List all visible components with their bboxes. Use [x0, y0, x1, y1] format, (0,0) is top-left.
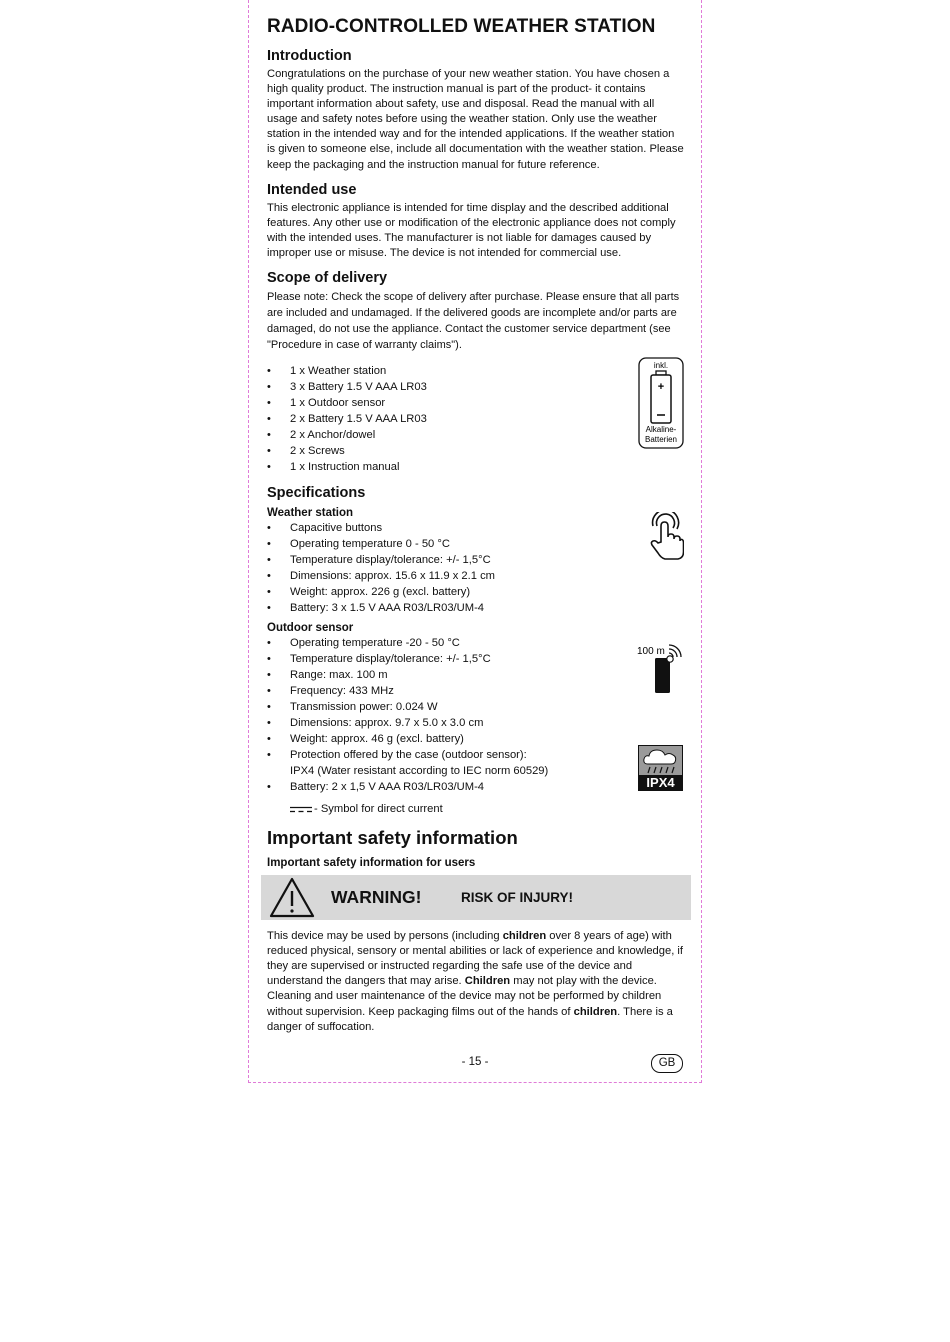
list-item: • 3 x Battery 1.5 V AAA LR03	[267, 379, 685, 395]
manual-page	[248, 0, 702, 1083]
list-item: • Battery: 3 x 1.5 V AAA R03/LR03/UM-4	[267, 600, 685, 616]
list-item	[267, 747, 685, 779]
list-item: • Weight: approx. 226 g (excl. battery)	[267, 584, 685, 600]
list-item: • Operating temperature -20 - 50 °C	[267, 635, 685, 651]
list-item: • Dimensions: approx. 9.7 x 5.0 x 3.0 cm	[267, 715, 685, 731]
ipx4-label: IPX4	[646, 775, 675, 791]
svg-text:+: +	[657, 381, 665, 394]
dc-symbol-text: - Symbol for direct current	[314, 803, 443, 816]
intended-use-heading: Intended use	[267, 181, 357, 198]
dc-symbol-line	[267, 801, 685, 817]
battery-included-icon	[638, 357, 684, 449]
battery-icon-bottom2: Batterien	[644, 435, 678, 445]
page-content	[267, 16, 685, 1044]
list-item: • Battery: 2 x 1,5 V AAA R03/LR03/UM-4	[267, 779, 685, 795]
list-item: • Temperature display/tolerance: +/- 1,5°C	[267, 552, 685, 568]
list-item: • 1 x Outdoor sensor	[267, 395, 685, 411]
outdoor-sensor-heading: Outdoor sensor	[267, 622, 354, 635]
list-item: • Dimensions: approx. 15.6 x 11.9 x 2.1 cm	[267, 568, 685, 584]
list-item: • Weight: approx. 46 g (excl. battery)	[267, 731, 685, 747]
safety-heading: Important safety information	[267, 827, 518, 849]
weather-station-heading: Weather station	[267, 507, 354, 520]
scope-list	[267, 363, 685, 475]
page-title: RADIO-CONTROLLED WEATHER STATION	[267, 16, 656, 37]
page-footer	[249, 1054, 701, 1074]
station-spec-list	[267, 520, 685, 616]
scope-heading: Scope of delivery	[267, 270, 388, 287]
list-item: • 2 x Battery 1.5 V AAA LR03	[267, 411, 685, 427]
intro-text: Congratulations on the purchase of your new weather station. You have chosen a high quality product. The instruction manual is part of the product- it contains important information about safety, use and disposal. Read the manual with all usage and safety notes before using the weather station. Only use the weather station in the intended way and for the intended applications. If the weather station is given to someone else, include all documentation with the weather station. Please keep the packaging and the instruction manual for future reference.	[267, 68, 684, 171]
warning-triangle-icon	[269, 877, 315, 918]
direct-current-symbol-icon	[290, 806, 312, 813]
list-item: • Operating temperature 0 - 50 °C	[267, 536, 685, 552]
intro-heading: Introduction	[267, 48, 352, 64]
range-signal-icon	[637, 643, 685, 701]
safety-text: This device may be used by persons (including children over 8 years of age) with reduced physical, sensory or mental abilities or lack of experience and knowledge, if they are supervised or instructed regarding the safe use of the device and understand the dangers that may arise. Children may not play with the device. Cleaning and user maintenance of the device may not be performed by children without supervision. Keep packaging films out of the hands of children. There is a danger of suffocation.	[267, 930, 684, 1033]
sensor-spec-row	[267, 635, 685, 795]
list-item: • Frequency: 433 MHz	[267, 683, 685, 699]
list-item: • Capacitive buttons	[267, 520, 685, 536]
language-badge: GB	[651, 1054, 683, 1073]
ipx4-icon	[638, 745, 683, 791]
list-item: • Range: max. 100 m	[267, 667, 685, 683]
warning-banner	[261, 875, 691, 920]
battery-icon-bottom1: Alkaline-	[645, 425, 677, 435]
list-item: • 2 x Anchor/dowel	[267, 427, 685, 443]
list-item: • 1 x Weather station	[267, 363, 685, 379]
protection-line-1: Protection offered by the case (outdoor sensor):	[290, 749, 527, 762]
safety-subheading: Important safety information for users	[267, 857, 476, 870]
risk-of-injury-label: RISK OF INJURY!	[461, 890, 574, 906]
specifications-heading: Specifications	[267, 485, 366, 502]
protection-line-2: IPX4 (Water resistant according to IEC norm 60529)	[290, 765, 549, 778]
intended-use-text: This electronic appliance is intended for time display and the described additional features. Any other use or modification of the electronic appliance does not comply with the intended uses. The manufacturer is not liable for damages caused by improper use or misuse. The device is not intended for commercial use.	[267, 201, 676, 259]
sensor-spec-list	[267, 635, 685, 795]
scope-note: Please note: Check the scope of delivery after purchase. Please ensure that all parts are included and undamaged. If the delivered goods are incomplete and/or parts are damaged, do not use the appliance. Contact the customer service department (see "Procedure in case of warranty claims").	[267, 291, 680, 352]
list-item: • Transmission power: 0.024 W	[267, 699, 685, 715]
list-item: • Temperature display/tolerance: +/- 1,5°C	[267, 651, 685, 667]
list-item: • 2 x Screws	[267, 443, 685, 459]
battery-icon-top: inkl.	[653, 361, 669, 371]
station-spec-row	[267, 520, 685, 616]
list-item: • 1 x Instruction manual	[267, 459, 685, 475]
rain-cloud-icon	[638, 745, 683, 775]
page-number: - 15 -	[461, 1056, 489, 1068]
scope-row	[267, 363, 685, 475]
range-label: 100 m	[637, 646, 665, 658]
warning-title: WARNING!	[331, 887, 422, 908]
touch-hand-icon	[648, 512, 684, 560]
